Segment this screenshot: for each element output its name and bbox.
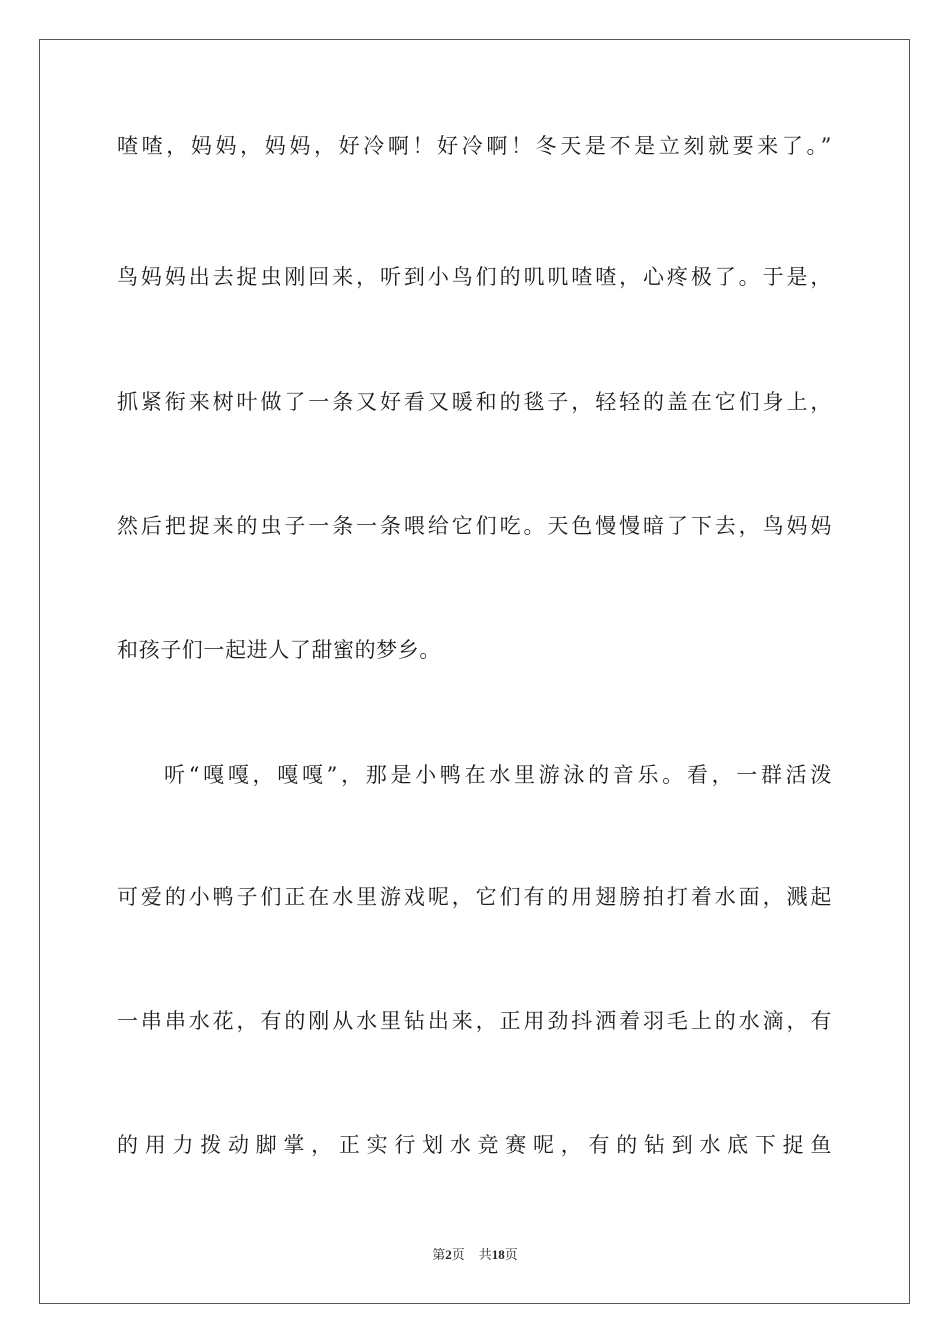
body-text-line-9: 的用力拨动脚掌，正实行划水竞赛呢，有的钻到水底下捉鱼 xyxy=(117,1133,832,1157)
page-suffix: 页 xyxy=(451,1247,465,1262)
page-prefix: 第 xyxy=(432,1247,446,1262)
body-text-line-8: 一串串水花，有的刚从水里钻出来，正用劲抖洒着羽毛上的水滴，有 xyxy=(117,1009,832,1033)
body-text-line-3: 抓紧衔来树叶做了一条又好看又暖和的毯子，轻轻的盖在它们身上， xyxy=(117,390,832,414)
body-text-line-2: 鸟妈妈出去捉虫刚回来，听到小鸟们的叽叽喳喳，心疼极了。于是， xyxy=(117,265,832,289)
body-text-line-7: 可爱的小鸭子们正在水里游戏呢，它们有的用翅膀拍打着水面，溅起 xyxy=(117,885,832,909)
body-text-line-5: 和孩子们一起进人了甜蜜的梦乡。 xyxy=(117,638,441,662)
page-frame xyxy=(39,39,910,1304)
paragraph-indent-line: 听“嘎嘎，嘎嘎”，那是小鸭在水里游泳的音乐。看，一群活泼 xyxy=(164,763,832,787)
total-pages: 18 xyxy=(491,1247,505,1262)
page-footer xyxy=(0,1247,950,1263)
body-text-line-4: 然后把捉来的虫子一条一条喂给它们吃。天色慢慢暗了下去，鸟妈妈 xyxy=(117,514,832,538)
total-prefix: 共 xyxy=(478,1247,492,1262)
body-text-line-1: 喳喳，妈妈，妈妈，好冷啊！好冷啊！冬天是不是立刻就要来了。” xyxy=(117,134,832,158)
page-number: 2 xyxy=(445,1247,452,1262)
total-suffix: 页 xyxy=(504,1247,518,1262)
